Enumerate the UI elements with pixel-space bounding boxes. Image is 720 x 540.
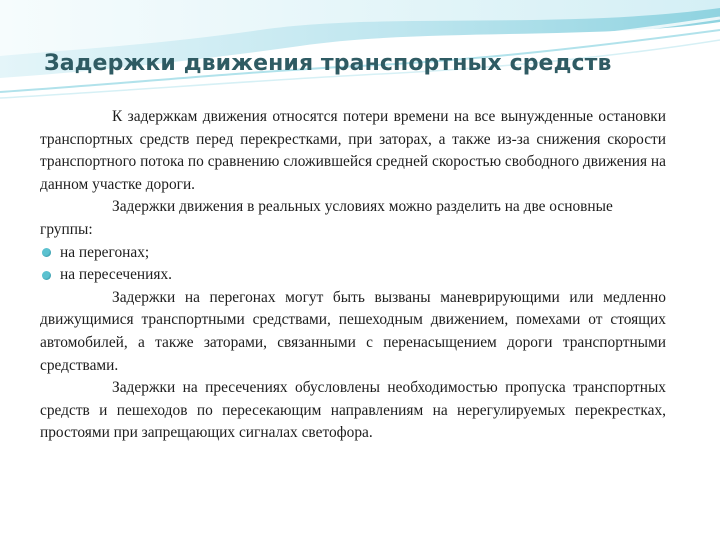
paragraph-definition: К задержкам движения относятся потери времени на все вынужденные остановки транспортных средств перед перекрестками, при заторах, а также из-за снижения скорости транспортного потока по сравнению сложившейся средней скоростью свободного движения на данном участке дороги. (40, 108, 666, 193)
slide-title: Задержки движения транспортных средств (44, 51, 612, 76)
paragraph-intersection-delays: Задержки на пресечениях обусловлены необходимостью пропуска транспортных средств и пешеходов по пересекающим направлениям на нерегулируемых перекрестках, простоями при запрещающих сигналах светофора. (40, 379, 666, 442)
paragraph-segment-delays: Задержки на перегонах могут быть вызваны маневрирующими или медленно движущимися транспортными средствами, пешеходным движением, помехами от стоящих автомобилей, а также заторами, связанными с перенасыщением дороги транспортными средствами. (40, 288, 666, 374)
bullet-dot-icon (42, 248, 51, 257)
bullet-dot-icon (42, 271, 51, 280)
bullet-item (40, 264, 666, 287)
bullet-text: на пересечениях. (60, 266, 173, 284)
slide-body (40, 106, 666, 445)
bullet-text: на перегонах; (60, 243, 150, 261)
bullet-list (40, 242, 666, 287)
bullet-item (40, 242, 666, 265)
paragraph-groups-intro: Задержки движения в реальных условиях можно разделить на две основные группы: (40, 198, 613, 238)
